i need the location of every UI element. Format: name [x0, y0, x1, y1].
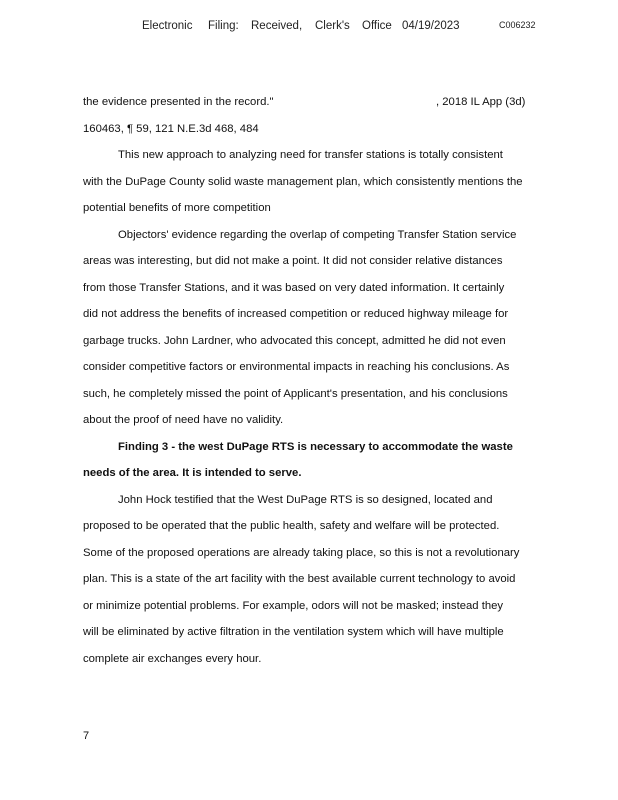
header-date: 04/19/2023 — [402, 20, 460, 32]
paragraph-line: such, he completely missed the point of Applicant's presentation, and his conclusions — [83, 387, 508, 400]
heading-line: Finding 3 - the west DuPage RTS is necessary to accommodate the waste — [118, 440, 513, 453]
paragraph-transfer-stations — [83, 142, 543, 222]
page-number: 7 — [83, 730, 90, 742]
header-filing: Filing: — [208, 20, 239, 32]
heading-line: needs of the area. It is intended to serve. — [83, 467, 302, 479]
paragraph-line: about the proof of need have no validity. — [83, 414, 284, 426]
paragraph-line: proposed to be operated that the public health, safety and welfare will be protected. — [83, 520, 500, 532]
paragraph-line: potential benefits of more competition — [83, 202, 271, 214]
header-clerks: Clerk's — [315, 20, 350, 32]
citation-reporter: , 2018 IL App (3d) — [436, 96, 526, 108]
paragraph-line: This new approach to analyzing need for transfer stations is totally consistent — [118, 149, 503, 161]
paragraph-line: areas was interesting, but did not make a point. It did not consider relative distances — [83, 255, 503, 267]
header-received: Received, — [251, 20, 303, 32]
paragraph-line: consider competitive factors or environmental impacts in reaching his conclusions. As — [83, 361, 510, 373]
paragraph-line: or minimize potential problems. For example, odors will not be masked; instead they — [83, 599, 504, 612]
paragraph-objectors-evidence — [83, 222, 543, 434]
header-document-id: C006232 — [499, 20, 536, 30]
paragraph-line: will be eliminated by active filtration in the ventilation system which will have multiple — [83, 626, 504, 638]
paragraph-line: with the DuPage County solid waste management plan, which consistently mentions the — [83, 175, 523, 188]
citation-line-1 — [83, 89, 543, 116]
paragraph-line: did not address the benefits of increased competition or reduced highway mileage for — [83, 308, 509, 320]
paragraph-line: plan. This is a state of the art facility with the best available current technology to avoid — [83, 573, 516, 585]
paragraph-line: Objectors' evidence regarding the overlap of competing Transfer Station service — [118, 228, 517, 241]
efiling-stamp-header — [0, 20, 618, 38]
paragraph-line: from those Transfer Stations, and it was based on very dated information. It certainly — [83, 281, 505, 294]
citation-quote-end: the evidence presented in the record." — [83, 96, 274, 108]
paragraph-line: Some of the proposed operations are already taking place, so this is not a revolutionary — [83, 546, 520, 559]
paragraph-line: complete air exchanges every hour. — [83, 652, 262, 665]
citation-line-2: 160463, ¶ 59, 121 N.E.3d 468, 484 — [83, 122, 259, 135]
paragraph-line: John Hock testified that the West DuPage RTS is so designed, located and — [118, 493, 493, 506]
paragraph-line: garbage trucks. John Lardner, who advocated this concept, admitted he did not even — [83, 334, 506, 347]
document-body — [83, 89, 543, 672]
paragraph-hock-testimony — [83, 487, 543, 673]
header-electronic: Electronic — [142, 20, 193, 32]
header-office: Office — [362, 20, 392, 32]
finding-3-heading — [83, 434, 543, 487]
